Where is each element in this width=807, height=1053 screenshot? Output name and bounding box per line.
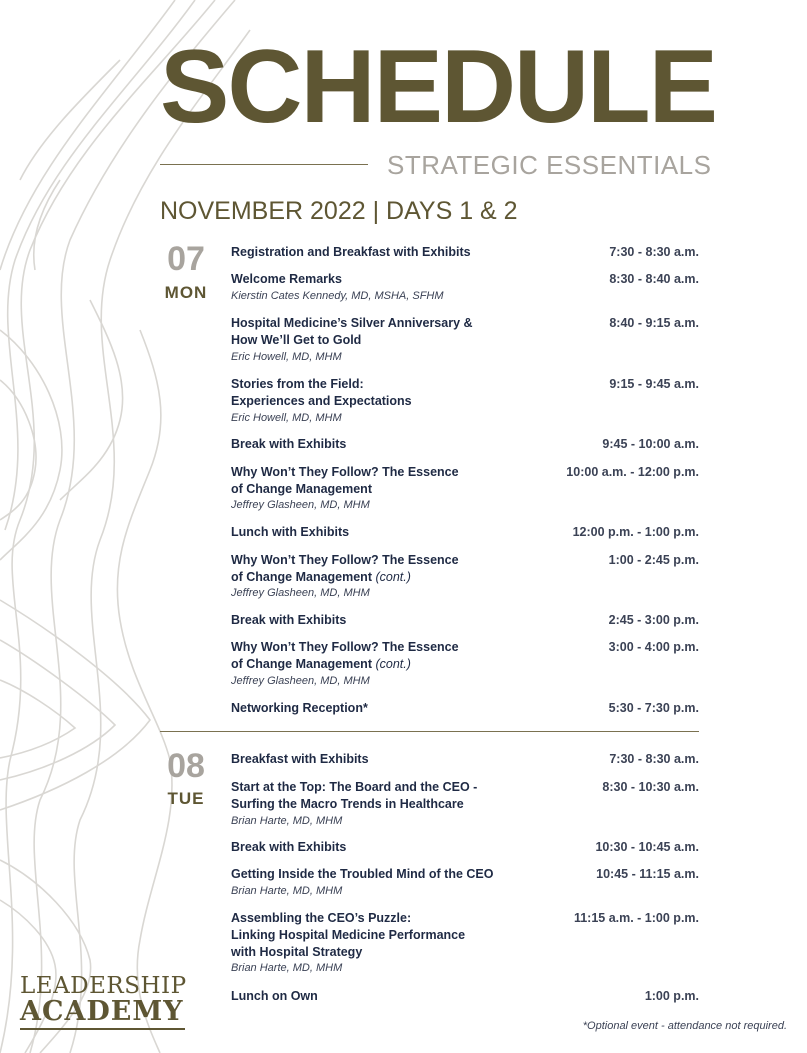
session-time: 2:45 - 3:00 p.m.	[608, 613, 699, 627]
session-title: Welcome Remarks	[231, 272, 342, 286]
session-speaker: Brian Harte, MD, MHM	[231, 962, 343, 974]
session-speaker: Jeffrey Glasheen, MD, MHM	[231, 675, 370, 687]
session-title: Lunch on Own	[231, 989, 318, 1003]
session-speaker: Jeffrey Glasheen, MD, MHM	[231, 499, 370, 511]
session-title: Why Won’t They Follow? The Essence of Change Management (cont.)	[231, 640, 459, 671]
session-title: Stories from the Field: Experiences and Expectations	[231, 377, 412, 408]
session-time: 10:30 - 10:45 a.m.	[595, 840, 699, 854]
subtitle-rule	[160, 164, 368, 165]
session-title: Why Won’t They Follow? The Essence of Change Management (cont.)	[231, 553, 459, 584]
session-speaker: Eric Howell, MD, MHM	[231, 351, 342, 363]
session-time: 8:40 - 9:15 a.m.	[609, 316, 699, 330]
leadership-academy-logo	[20, 974, 190, 1030]
session-time: 12:00 p.m. - 1:00 p.m.	[572, 525, 699, 539]
topographic-background	[0, 0, 260, 1053]
session-title: Break with Exhibits	[231, 840, 347, 854]
session-title: Breakfast with Exhibits	[231, 752, 369, 766]
logo-line-1: LEADERSHIP	[20, 973, 187, 999]
date-heading: NOVEMBER 2022 | DAYS 1 & 2	[160, 197, 518, 225]
session-time: 5:30 - 7:30 p.m.	[608, 701, 699, 715]
session-speaker: Eric Howell, MD, MHM	[231, 412, 342, 424]
session-speaker: Brian Harte, MD, MHM	[231, 815, 343, 827]
session-time: 11:15 a.m. - 1:00 p.m.	[573, 911, 699, 925]
session-title: Break with Exhibits	[231, 437, 347, 451]
session-time: 8:30 - 10:30 a.m.	[602, 780, 699, 794]
session-time: 8:30 - 8:40 a.m.	[609, 272, 699, 286]
session-time: 10:00 a.m. - 12:00 p.m.	[566, 465, 699, 479]
footnote: *Optional event - attendance not required.	[582, 1020, 787, 1032]
session-title: Hospital Medicine’s Silver Anniversary & How We’ll Get to Gold	[231, 316, 473, 347]
day-name: MON	[164, 283, 208, 302]
session-time: 9:15 - 9:45 a.m.	[609, 377, 699, 391]
session-title: Break with Exhibits	[231, 613, 347, 627]
session-title: Assembling the CEO’s Puzzle: Linking Hospital Medicine Performance with Hospital Strategy	[231, 911, 466, 959]
day-number: 08	[167, 747, 205, 785]
session-speaker: Jeffrey Glasheen, MD, MHM	[231, 587, 370, 599]
day-name: TUE	[167, 789, 205, 808]
session-time: 7:30 - 8:30 a.m.	[609, 245, 699, 259]
logo-line-2: ACADEMY	[20, 996, 184, 1027]
day-number: 07	[167, 240, 205, 278]
logo-underline	[20, 1028, 185, 1030]
session-time: 9:45 - 10:00 a.m.	[602, 437, 699, 451]
session-title: Registration and Breakfast with Exhibits	[231, 245, 471, 259]
session-title: Start at the Top: The Board and the CEO - Surfing the Macro Trends in Healthcare	[231, 780, 478, 811]
session-time: 1:00 - 2:45 p.m.	[608, 553, 699, 567]
session-title: Getting Inside the Troubled Mind of the CEO	[231, 867, 494, 881]
session-time: 1:00 p.m.	[644, 989, 699, 1003]
session-title: Lunch with Exhibits	[231, 525, 350, 539]
session-time: 3:00 - 4:00 p.m.	[608, 640, 699, 654]
session-title: Networking Reception*	[231, 701, 368, 715]
session-speaker: Brian Harte, MD, MHM	[231, 885, 343, 897]
session-speaker: Kierstin Cates Kennedy, MD, MSHA, SFHM	[231, 290, 444, 302]
session-time: 7:30 - 8:30 a.m.	[609, 752, 699, 766]
session-time: 10:45 - 11:15 a.m.	[596, 867, 699, 881]
session-title: Why Won’t They Follow? The Essence of Change Management	[231, 465, 459, 496]
page-subtitle: STRATEGIC ESSENTIALS	[387, 150, 712, 180]
day-divider	[160, 731, 699, 732]
page-title: SCHEDULE	[160, 29, 717, 145]
